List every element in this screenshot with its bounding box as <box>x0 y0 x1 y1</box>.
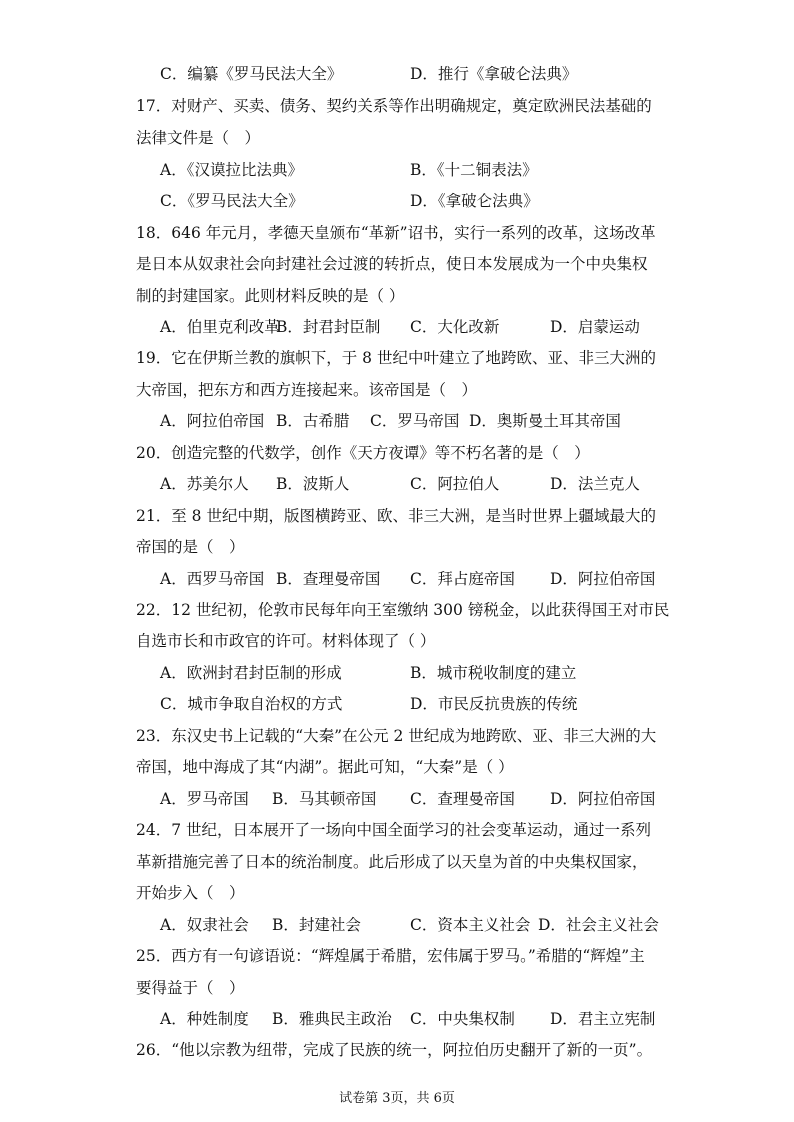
option-c: C．罗马帝国 <box>370 412 460 430</box>
option-d: D．君主立宪制 <box>550 1010 656 1028</box>
option-c: C．资本主义社会 <box>410 916 531 934</box>
option-a: A．奴隶社会 <box>160 916 249 934</box>
question-stem: 18．646 年元月，孝德天皇颁布“革新”诏书，实行一系列的改革，这场改革 <box>136 224 656 242</box>
option-b: B．城市税收制度的建立 <box>410 664 577 682</box>
option-a: A．种姓制度 <box>160 1010 249 1028</box>
option-d: D．阿拉伯帝国 <box>550 570 656 588</box>
option-a: A．《汉谟拉比法典》 <box>160 161 303 179</box>
question-stem: 17．对财产、买卖、债务、契约关系等作出明确规定，奠定欧洲民法基础的 <box>136 97 652 115</box>
option-b: B．古希腊 <box>276 412 350 430</box>
question-stem: 19．它在伊斯兰教的旗帜下，于 8 世纪中叶建立了地跨欧、亚、非三大洲的 <box>136 349 656 367</box>
question-stem: 要得益于（ ） <box>136 979 245 997</box>
option-a: A．阿拉伯帝国 <box>160 412 265 430</box>
question-stem: 21．至 8 世纪中期，版图横跨亚、欧、非三大洲，是当时世界上疆域最大的 <box>136 507 656 525</box>
option-d: D．市民反抗贵族的传统 <box>410 695 578 713</box>
option-d: D．推行《拿破仑法典》 <box>410 65 578 83</box>
question-stem: 26．“他以宗教为纽带，完成了民族的统一，阿拉伯历史翻开了新的一页”。 <box>136 1041 653 1059</box>
option-a: A．罗马帝国 <box>160 790 249 808</box>
option-b: B．雅典民主政治 <box>272 1010 392 1028</box>
option-b: B．封君封臣制 <box>276 318 381 336</box>
question-stem: 开始步入（ ） <box>136 884 245 902</box>
question-stem: 24．7 世纪，日本展开了一场向中国全面学习的社会变革运动，通过一系列 <box>136 821 652 839</box>
option-b: B．封建社会 <box>272 916 361 934</box>
question-stem: 自选市长和市政官的许可。材料体现了（ ） <box>136 632 436 650</box>
option-a: A．欧洲封君封臣制的形成 <box>160 664 342 682</box>
option-c: C．查理曼帝国 <box>410 790 515 808</box>
question-stem: 22．12 世纪初，伦敦市民每年向王室缴纳 300 镑税金，以此获得国王对市民 <box>136 601 670 619</box>
option-b: B．《十二铜表法》 <box>410 161 538 179</box>
option-c: C．拜占庭帝国 <box>410 570 515 588</box>
option-d: D．《拿破仑法典》 <box>410 192 539 210</box>
option-a: A．伯里克利改革 <box>160 318 280 336</box>
option-c: C．《罗马民法大全》 <box>160 192 304 210</box>
option-c: C．阿拉伯人 <box>410 475 500 493</box>
option-b: B．查理曼帝国 <box>276 570 381 588</box>
option-d: D．奥斯曼土耳其帝国 <box>469 412 621 430</box>
option-d: D．法兰克人 <box>550 475 640 493</box>
option-c: C．中央集权制 <box>410 1010 515 1028</box>
option-d: D．阿拉伯帝国 <box>550 790 656 808</box>
option-c: C．编纂《罗马民法大全》 <box>160 65 343 83</box>
question-stem: 制的封建国家。此则材料反映的是（ ） <box>136 287 405 305</box>
question-stem: 大帝国，把东方和西方连接起来。该帝国是（ ） <box>136 381 478 399</box>
option-b: B．马其顿帝国 <box>272 790 377 808</box>
question-stem: 25．西方有一句谚语说：“辉煌属于希腊，宏伟属于罗马。”希腊的“辉煌”主 <box>136 947 645 965</box>
option-b: B．波斯人 <box>276 475 350 493</box>
page-footer: 试卷第 3页，共 6页 <box>339 1091 455 1106</box>
question-stem: 是日本从奴隶社会向封建社会过渡的转折点，使日本发展成为一个中央集权 <box>136 255 648 273</box>
question-stem: 20．创造完整的代数学，创作《天方夜谭》等不朽名著的是（ ） <box>136 444 590 462</box>
option-c: C．城市争取自治权的方式 <box>160 695 343 713</box>
option-d: D．启蒙运动 <box>550 318 640 336</box>
question-stem: 法律文件是（ ） <box>136 129 261 147</box>
option-a: A．西罗马帝国 <box>160 570 265 588</box>
question-stem: 23．东汉史书上记载的“大秦”在公元 2 世纪成为地跨欧、亚、非三大洲的大 <box>136 727 657 745</box>
option-c: C．大化改新 <box>410 318 500 336</box>
option-d: D．社会主义社会 <box>538 916 659 934</box>
question-stem: 帝国的是（ ） <box>136 538 245 556</box>
option-a: A．苏美尔人 <box>160 475 249 493</box>
question-stem: 帝国，地中海成了其“内湖”。据此可知，“大秦”是（ ） <box>136 758 514 776</box>
question-stem: 革新措施完善了日本的统治制度。此后形成了以天皇为首的中央集权国家， <box>136 853 648 871</box>
